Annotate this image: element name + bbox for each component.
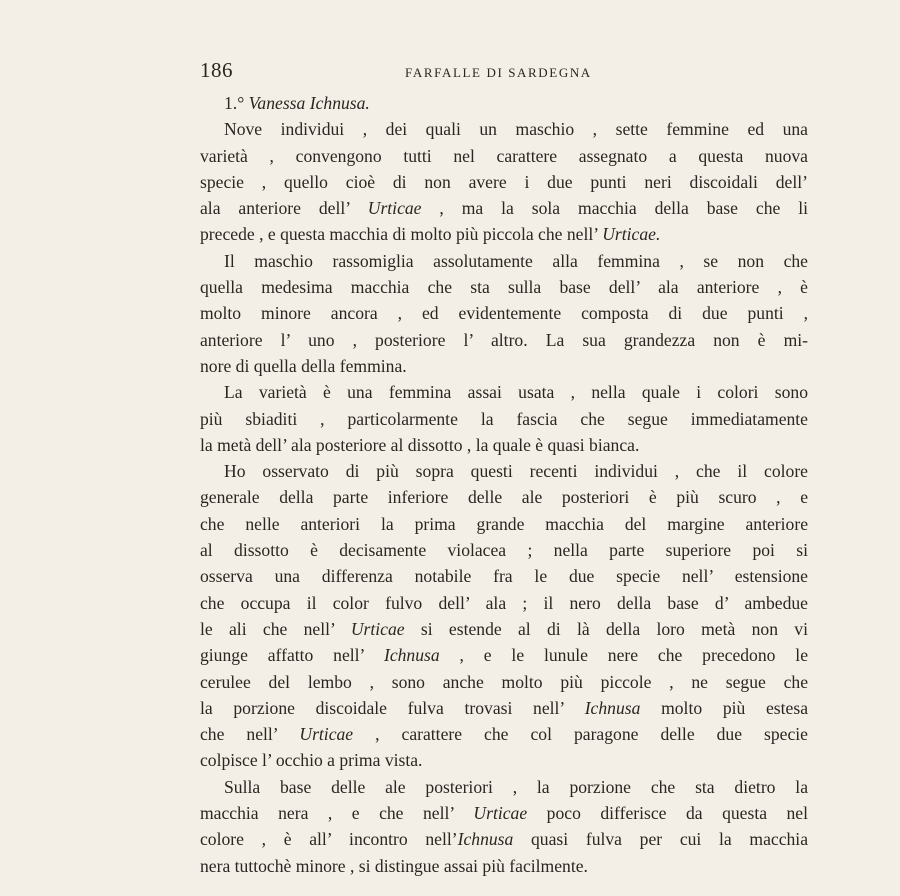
text-segment: Ho osservato di più sopra questi recenti individui , che il colore xyxy=(224,461,808,482)
text-segment: varietà , convengono tutti nel carattere assegnato a questa nuova xyxy=(200,145,808,166)
text-line xyxy=(200,747,808,773)
text-segment: , carattere che col paragone delle due specie xyxy=(353,724,808,745)
italic-species-name: Ichnusa xyxy=(584,697,641,718)
text-line xyxy=(200,353,808,379)
text-line xyxy=(200,800,808,826)
page-number: 186 xyxy=(200,58,233,82)
text-line xyxy=(200,642,808,668)
section-number: 1.° xyxy=(224,93,245,113)
text-line xyxy=(200,432,808,458)
italic-species-name: Urticae xyxy=(367,198,422,219)
text-line xyxy=(200,721,808,747)
text-line xyxy=(200,327,808,353)
text-segment: giunge affatto nell’ xyxy=(200,645,384,666)
text-line xyxy=(200,563,808,589)
italic-species-name: Urticae xyxy=(473,803,528,824)
body-text xyxy=(200,90,808,879)
text-line xyxy=(200,484,808,510)
text-line xyxy=(200,774,808,800)
italic-species-name: Ichnusa xyxy=(383,645,440,666)
text-segment: Nove individui , dei quali un maschio , sette femmine ed una xyxy=(224,119,808,140)
text-segment: la metà dell’ ala posteriore al dissotto , la quale è quasi bianca. xyxy=(200,434,640,455)
text-segment: , ma la sola macchia della base che li xyxy=(421,198,808,219)
text-segment: quella medesima macchia che sta sulla base dell’ ala anteriore , è xyxy=(200,277,808,298)
text-segment: precede , e questa macchia di molto più piccola che nell’ xyxy=(200,224,603,245)
text-segment: che occupa il color fulvo dell’ ala ; il nero della base d’ ambedue xyxy=(200,592,808,613)
text-segment: che nell’ xyxy=(200,724,300,745)
text-segment: più sbiaditi , particolarmente la fascia che segue immediatamente xyxy=(200,408,808,429)
text-line xyxy=(200,853,808,879)
text-segment: specie , quello cioè di non avere i due punti neri discoidali dell’ xyxy=(200,171,808,192)
text-segment: Il maschio rassomiglia assolutamente alla femmina , se non che xyxy=(224,250,808,271)
text-line xyxy=(200,406,808,432)
text-segment: nore di quella della femmina. xyxy=(200,355,407,376)
text-segment: molto minore ancora , ed evidentemente composta di due punti , xyxy=(200,303,808,324)
text-line xyxy=(200,695,808,721)
text-segment: macchia nera , e che nell’ xyxy=(200,803,474,824)
text-segment: , e le lunule nere che precedono le xyxy=(439,645,808,666)
page-header xyxy=(200,58,820,88)
text-segment: osserva una differenza notabile fra le due specie nell’ estensione xyxy=(200,566,808,587)
text-segment: si estende al di là della loro metà non vi xyxy=(404,618,808,639)
text-line xyxy=(200,826,808,852)
text-segment: al dissotto è decisamente violacea ; nella parte superiore poi si xyxy=(200,540,808,561)
text-line xyxy=(200,195,808,221)
text-segment: poco differisce da questa nel xyxy=(527,803,809,824)
text-segment: le ali che nell’ xyxy=(200,618,351,639)
text-line xyxy=(200,169,808,195)
text-line xyxy=(200,248,808,274)
text-segment: nera tuttochè minore , si distingue assai più facilmente. xyxy=(200,855,588,876)
text-segment: La varietà è una femmina assai usata , nella quale i colori sono xyxy=(224,382,808,403)
text-segment: molto più estesa xyxy=(640,697,809,718)
text-segment: la porzione discoidale fulva trovasi nell’ xyxy=(200,697,585,718)
text-line xyxy=(200,537,808,563)
text-line xyxy=(200,590,808,616)
section-heading xyxy=(200,90,808,116)
text-segment: colpisce l’ occhio a prima vista. xyxy=(200,750,423,771)
text-segment: quasi fulva per cui la macchia xyxy=(513,829,808,850)
text-segment: anteriore l’ uno , posteriore l’ altro. La sua grandezza non è mi- xyxy=(200,329,808,350)
running-title: FARFALLE DI SARDEGNA xyxy=(405,65,592,80)
text-line xyxy=(200,274,808,300)
text-line xyxy=(200,221,808,247)
paragraph-lines xyxy=(200,116,808,879)
text-line xyxy=(200,669,808,695)
italic-species-name: Urticae xyxy=(350,618,405,639)
text-line xyxy=(200,616,808,642)
text-line xyxy=(200,116,808,142)
text-line xyxy=(200,458,808,484)
text-line xyxy=(200,379,808,405)
text-line xyxy=(200,300,808,326)
text-segment: ala anteriore dell’ xyxy=(200,198,368,219)
italic-species-name: Urticae xyxy=(299,724,354,745)
italic-species-name: Ichnusa xyxy=(457,829,514,850)
text-segment: generale della parte inferiore delle ale posteriori è più scuro , e xyxy=(200,487,808,508)
text-segment: Sulla base delle ale posteriori , la porzione che sta dietro la xyxy=(224,776,808,797)
text-line xyxy=(200,511,808,537)
text-segment: cerulee del lembo , sono anche molto più piccole , ne segue che xyxy=(200,671,808,692)
section-title: Vanessa Ichnusa. xyxy=(248,93,370,113)
text-segment: colore , è all’ incontro nell’ xyxy=(200,829,458,850)
text-segment: che nelle anteriori la prima grande macchia del margine anteriore xyxy=(200,513,808,534)
text-line xyxy=(200,143,808,169)
italic-species-name: Urticae. xyxy=(602,224,661,245)
